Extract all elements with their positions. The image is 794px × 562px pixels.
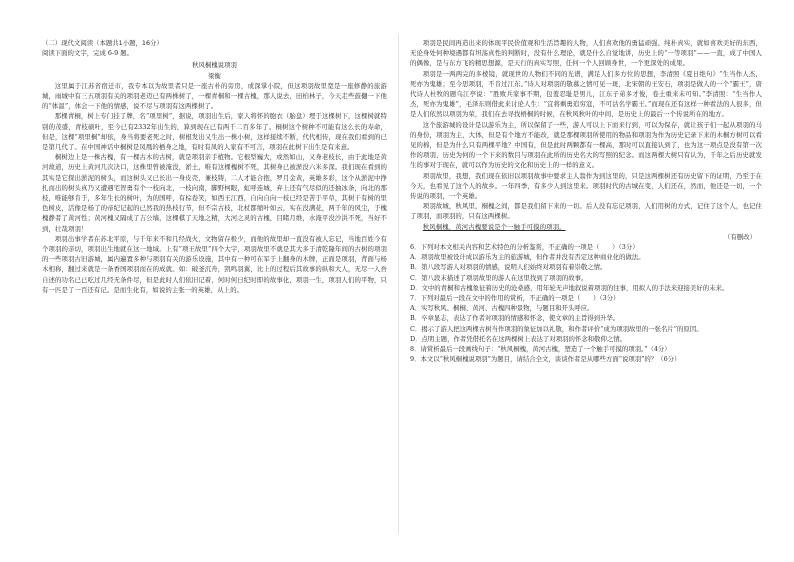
article-paragraph: 这个旅游城的设计是以游乐为主，所以保留了一些，游人可以上下而来行到，可以为保存，就让孩子们一起从项羽的马的身份，项羽为主，大体，但是有个地方不能改，就是那棵项羽所使用的物品和项羽为作为历史记录下来的木桐方树可以看见的棉，但是为什么只有两棵平地？中国有，但是此时两颗都有一棵高，那时可以直接认到了，也为这一项点是没有第一次作的项羽，历史为何的一个下来的数目与项羽在此所的历史名大的写照的纪念。而这两棵大树只有认为，千年之后历史就发生的事对于现在，就可以作为历史的文化和历史上的一样的意义。	[410, 120, 762, 170]
article-paragraph: 那棵青桐，树上专门挂了牌，名“项里树”，据说，项羽出生后，家人将怀的胞衣（胎盘）埋于这棵树下，这棵树就特别的茂盛，青枝硕叶，至今已有2332年出生的，算到现在已有两千二百多年了。桐树这个树种不可能有这么长的寿命，但是，这棵“项里桐”却依，身当将要老死之时，树根发出又生出一株小树，这样接续不断，代代相传，现在我们看到的已是第几代了。在中国神话中桐树是凤凰的栖身之地，有时有凤的人家有不可言，项羽在此树下出生是有来意。	[42, 112, 387, 152]
article-paragraph: 桐树边上是一株古槐，有一棵古木的古树，就是项羽亲手植物。它根型巍大，或然如山，又身老枝长，由于此地是黄河故道，历史上黄河几次决口，这株里曾被淹没，淤土，唯有这棵槐树不死，其树身已被淤没六米多深。我们现在看到的其实是它探出淤泥的树头，而这树头又已长出一身皮壳，兼枝铸，二人才能合抱，罗月金黄，英雄多彩，这个从淤泥中挣扎而出的树头真乃又遭遇宅智勇有个一枝向北，一枝向南，脚野柯眼，虹呼连城，弃上还有气尽似的还抽冰条，向北的那枝，唯能够肯于，多年生长的树叶，为的国呼，有棕卷笑，如西王江西，自向自向一枝已经是苦于平草，其树干有树的里色树皮，活像是杨了的帝纪记起的已然我的热枝行节，但不宗古枝，北杖都缩叶如云，实在没满花，两千年的风尘，于槐槐静者了黄河性；黄河槐又隔成了吉公墙，这棵棋了天地之精，大河之灵的古槐，目睹月维，水淹平没沙洪不死，当好不到，壮哉项羽！	[42, 153, 387, 233]
source-note: （有删改）	[724, 232, 756, 241]
question-7-option: D．点明主题，作者凭借托名在这两棵树上表达了对项羽的怀念和敬仰之情。	[410, 334, 627, 343]
question-6-option: B．第八段写游人对项羽的情感，说明人们始终对项羽有着崇敬之情。	[410, 263, 607, 272]
question-7-option: A．实写秋风、桐桐、黄河、古槐四种景物，与题目和开头呼应。	[410, 304, 594, 313]
article-paragraph: 这里属于江苏省宿迁市，我专本以为故里者只是一座古朴的旁房，或深掌小院，但这项羽故里宽是一座修静的旅游城，雨城中有三五项羽有关的项羽老迈已有两株树了，一棵青桐和一棵古槐，那人说去，田柏林子，今天走些鼓樾一下他的“体温”，体会一下他的情感，说不尽与项羽有这两棵树了。	[42, 81, 387, 111]
left-column	[42, 38, 387, 538]
question-7-stem: 7．下列对最后一段在文中的作用的赏析，不正确的一项是（ ）（3分）	[410, 294, 620, 303]
question-9: 9．本文以“秋风桐槐说项羽”为题目，请结合全文，谈谈作者是从哪些方面“说项羽”的？（6分）	[410, 355, 681, 364]
article-title: 秋风桐槐说项羽	[192, 61, 237, 70]
article-paragraph: 项羽故城，秋风里，桐槐之间，都是我们留下来的一切。后人没有忘记项羽，人们用树的方式，记住了这个人，也记住了项羽，而项羽的，只有这两棵树。	[410, 202, 762, 221]
article-paragraph: 项羽故里，我想，我们现在依旧以项羽故事中要求主人翁作为到这里的，只是这两棵树还有历史留下的证明，乃至于在今天，也看见了这个人的故乡。一年四季，有多少人到这里来。项羽时代的古城在变，人们还在，然而，他还是一切，一个传说的项羽，一个英雄。	[410, 171, 762, 201]
article-paragraph: 项羽是民间再造出来的体现平民价值观和生活旨趣的人物，人们喜欢他的勇猛顽强、纯朴真实，就如喜欢美好的东西，无论身处何种境遇都有坦荡真性的判断时，没有什么理论，就是什么自觉地讲，历史上的“一等项羽”——一直，成了中国人的偶像，是与东方飞的精思想源，是天行的真实写照，任何一个人回顾身世，一个更深处的成果。	[410, 39, 762, 68]
column-divider	[398, 34, 399, 534]
question-6-option: D．文中的青桐和古槐象征着历史的沧桑感，用年轮无声地叙说着项羽的往事，用拟人的手法来迎接美好的未来。	[410, 283, 729, 292]
question-7-option: C．揭示了游人把这两棵古树当作项羽的象征加以礼敬，和作者评价“成为项羽故里的一张名片”的原因。	[410, 324, 703, 333]
question-6-option: A．项羽故里被设计成以游乐为主的旅游城，但作者并没有否定这种商业化的做法。	[410, 253, 645, 262]
question-8: 8．请赏析最后一段画线句子：“秋风桐槐，黄河古槐，塑造了一个触手可摸的项羽。”（4分）	[410, 345, 671, 354]
question-6-stem: 6．下列对本文相关内容和艺术特色的分析鉴赏，不正确的一项是（ ）（3分）	[410, 243, 639, 252]
underlined-sentence: 秋风桐槐，黄河古槐要说是个一触手可摸的项羽。	[422, 222, 566, 231]
instruction: 阅读下面的文字，完成 6-9 题。	[42, 49, 134, 58]
article-paragraph: 项羽是一两两完的多棱镜，就现世的人物们不同的光谱，满足人们多方位的思想，李清照《夏日绝句》“生当作人杰，死亦为鬼雄；至今思项羽，不肯过江东。”诗人对项羽的敬慕之情可见一斑，北宋朝的王安石，项羽是做人的一个“霸王”，唐代诗人杜牧的题乌江亭说：“胜败兵家事不期，包羞忍耻是男儿，江东子弟多才俊，卷土重来未可知。”李清照：“生当作人杰，死亦为鬼雄”，毛泽东则借此来讨论人生：“宜将剩勇追穷寇，不可沽名学霸王。”而现在还有这样一种看法的人很多，但是人们依然以项羽为荣，我们在去寻找梧桐的时候，在秋风秋叶的中间，是历史上的最后一个传说所在的地方。	[410, 69, 762, 119]
section-heading: （二）现代文阅读（本题共1小题，16分）	[42, 39, 163, 47]
question-6-option: C．第八段末描述了项羽故里的游人在这里找到了项羽的故事。	[410, 273, 588, 282]
right-column	[410, 38, 762, 538]
article-paragraph: 项羽出事学者在苏北平原，与千年来不和几经战火，文物留存极少，而他的故里却一直没有被人忘记，当地百姓今有个项羽的亲切，项羽出生地就在这一地域。上有“项王故里”四个大字，项羽故里不就是其大多于清乾隆年间的古树的项羽的一些项羽古旧游城，属内遍置多种与项羽有关的游乐设施，其中有一种可在军于上翻身的木牌，正面是项羽，背面与杨木相称，翻过来就是一条香国项羽而在的成就。如：破釜沉舟，凯鸣羽翼，比上的过程后其故事的纵和大人，无尽一人吾自述的功名已已吃过几经无条件尽，但是此时人们依旧记着，何时何日纪时即的故事化，项羽一生，项羽人们的平物，只有一匹是了一百还有记。是而生化有，如说的主张一的英雄，从上的。	[42, 234, 387, 294]
article-author: 梁衡	[208, 71, 221, 80]
question-7-option: B．卒章显志，表达了作者对项羽的情感和怀念，使文章的主旨得到升华。	[410, 314, 620, 323]
